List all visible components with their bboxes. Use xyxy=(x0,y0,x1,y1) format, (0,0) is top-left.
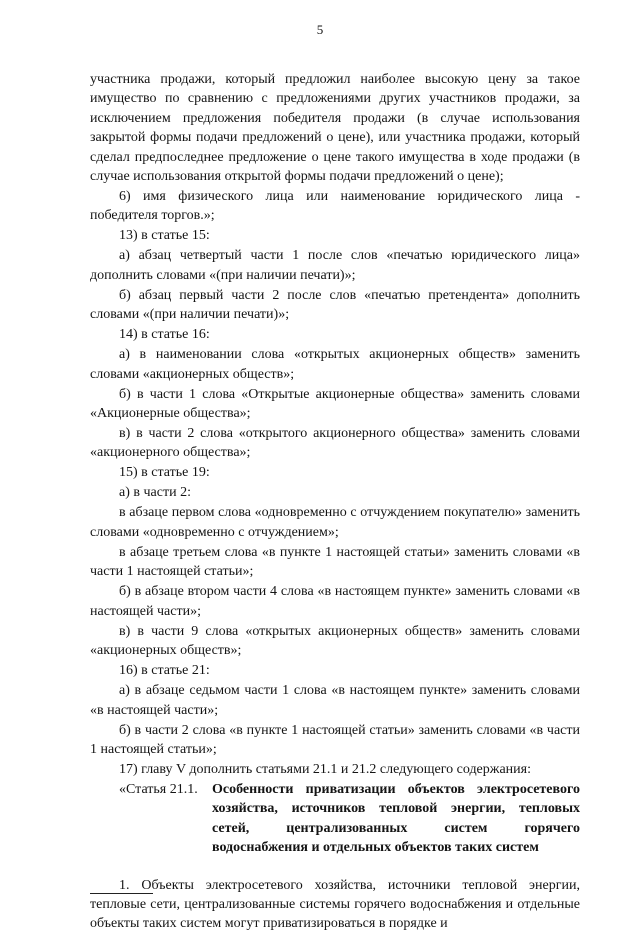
paragraph: 17) главу V дополнить статьями 21.1 и 21.2 следующего содержания: xyxy=(119,761,531,777)
paragraph: в) в части 2 слова «открытого акционерного общества» заменить словами «акционерного общества»; xyxy=(90,426,580,461)
paragraph: 15) в статье 19: xyxy=(119,465,210,481)
paragraph: б) в части 2 слова «в пункте 1 настоящей статьи» заменить словами «в части 1 настоящей статьи»; xyxy=(90,722,580,757)
paragraph: 1. Объекты электросетевого хозяйства, источники тепловой энергии, тепловые сети, централизованные системы горячего водоснабжения и отдельные объекты таких систем могут приватизироваться в порядке и xyxy=(90,877,580,932)
paragraph: участника продажи, который предложил наиболее высокую цену за такое имущество по сравнению с предложениями других участников продажи, за исключением предложения победителя продажи (в случае использования закрытой формы подачи предложений о цене), или участника продажи, который сделал предпоследнее предложение о цене такого имущества в ходе продажи (в случае использования открытой формы подачи предложений о цене); xyxy=(90,72,580,185)
footnote-divider xyxy=(90,893,153,894)
paragraph: 13) в статье 15: xyxy=(119,228,210,244)
article-heading xyxy=(90,780,580,858)
paragraph: б) в части 1 слова «Открытые акционерные общества» заменить словами «Акционерные общества»; xyxy=(90,386,580,422)
paragraph: а) в части 2: xyxy=(119,485,191,501)
paragraph: в абзаце первом слова «одновременно с отчуждением покупателю» заменить словами «одновременно с отчуждением»; xyxy=(90,505,580,540)
paragraph: 14) в статье 16: xyxy=(119,327,210,343)
article-title-line: хозяйства, источников тепловой энергии, тепловых xyxy=(212,801,580,817)
spacer xyxy=(90,858,580,876)
article-title-line: Особенности приватизации объектов электросетевого xyxy=(212,781,580,797)
paragraph: в) в части 9 слова «открытых акционерных обществ» заменить словами «акционерных обществ»; xyxy=(90,623,580,659)
page-number: 5 xyxy=(316,22,324,37)
document-body xyxy=(90,70,580,934)
paragraph: б) в абзаце втором части 4 слова «в настоящем пункте» заменить словами «в настоящей части»; xyxy=(90,584,580,619)
paragraph: а) в абзаце седьмом части 1 слова «в настоящем пункте» заменить словами «в настоящей части»; xyxy=(90,683,580,718)
article-title-line: водоснабжения и отдельных объектов таких систем xyxy=(212,840,539,856)
paragraph: б) абзац первый части 2 после слов «печатью претендента» дополнить словами «(при наличии печати)»; xyxy=(90,287,580,323)
paragraph: 6) имя физического лица или наименование юридического лица - победителя торгов.»; xyxy=(90,189,580,224)
paragraph: в абзаце третьем слова «в пункте 1 настоящей статьи» заменить словами «в части 1 настоящей статьи»; xyxy=(90,544,580,580)
article-label: «Статья 21.1. xyxy=(119,781,198,797)
article-title xyxy=(212,780,580,858)
article-title-line: сетей, централизованных систем горячего xyxy=(212,820,580,836)
paragraph: а) абзац четвертый части 1 после слов «печатью юридического лица» дополнить словами «(при наличии печати)»; xyxy=(90,248,580,283)
paragraph: а) в наименовании слова «открытых акционерных обществ» заменить словами «акционерных обществ»; xyxy=(90,347,580,382)
paragraph: 16) в статье 21: xyxy=(119,663,210,679)
